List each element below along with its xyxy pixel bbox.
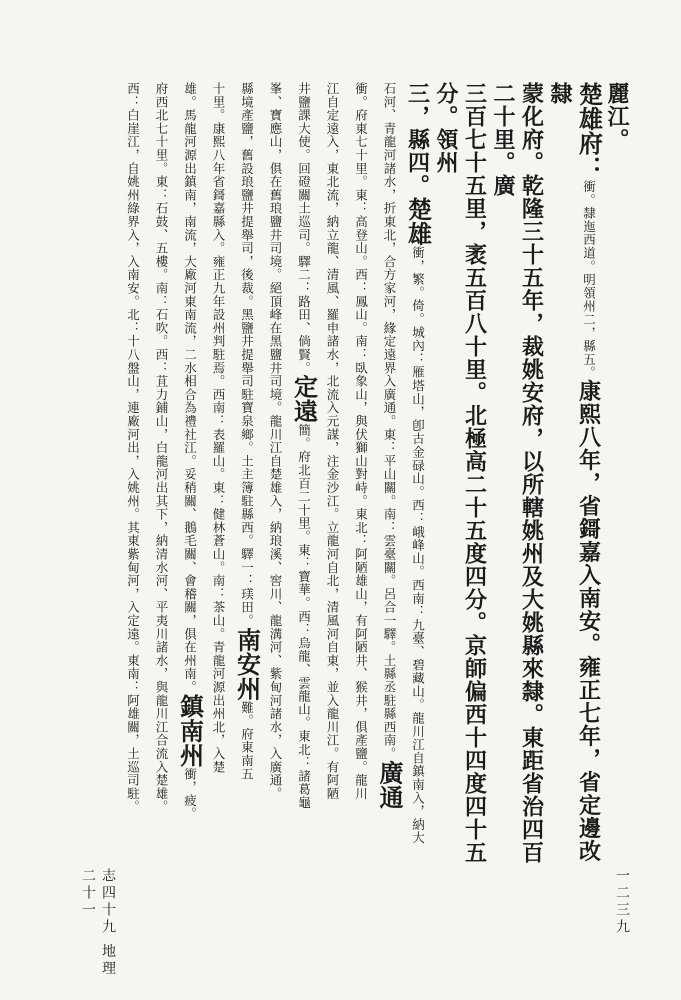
text-segment: 難。府東南五: [239, 700, 255, 781]
text-column: [432, 82, 489, 864]
text-column: [175, 82, 204, 864]
place-heading: 楚雄府：: [574, 82, 604, 180]
text-column: [204, 82, 233, 864]
text-segment: 衝。隸迤西道。明領州二，縣五。: [581, 180, 597, 380]
text-segment: 三，縣四。: [404, 82, 431, 197]
text-segment: 三百七十五里，袤五百八十里。北極高二十五度四分。京師偏西十四度四十五分。領州: [433, 82, 488, 864]
text-column: [346, 82, 375, 864]
text-segment: 西：白崖江，自姚州綠界入，入南安。北：十八盤山，連廠河出，入姚州。其東紫甸河，入定遠。東南：阿雄關，土巡司駐。: [125, 82, 141, 814]
text-segment: 麗江。: [604, 82, 630, 151]
text-segment: 府西北七十里。東：石鼓、五樓。南：石吹。西：苴力鋪山，白龍河出其下，納清水河、平夷川諸水，與龍川江合流入楚雄。: [154, 82, 169, 814]
text-segment: 雄。馬龍河源出鎮南，南流，大廠河東南流，二水相合為禮社江。妥稍關、鵝毛關、會稽關，俱在州南。: [182, 82, 198, 694]
text-column: [232, 82, 261, 864]
text-segment: 縣境產鹽，舊設琅鹽井提舉司，後裁。黑鹽井提舉司駐寶泉鄉。土主簿駐縣西。驛一：𤧞田。: [239, 82, 255, 628]
text-segment: 蒙化府。乾隆三十五年，裁姚安府，以所轄姚州及大姚縣來隸。東距省治四百二十里。廣: [490, 82, 545, 864]
place-heading: 楚雄: [403, 197, 433, 246]
text-segment: 衝，繁。倚。城內：雁塔山，卽古金碌山。西：峨峰山。西南：九臺、碧藏山。龍川江自鎮南入，納大: [410, 246, 426, 845]
text-segment: 簡。府北百二十里。東：寶華。西：烏龍、雲龍山。東北：諸葛龜: [296, 423, 312, 810]
text-segment: 十里。康熙八年省鎶嘉縣入。雍正九年設州判駐焉。西南：表羅山。東：健林蒼山。南：茶山。青龍河源出州北，入楚: [211, 82, 226, 774]
text-segment: 井鹽課大使。回磴關土巡司。驛二：路田、倘賢。: [296, 82, 312, 375]
text-column: [147, 82, 176, 864]
text-segment: 峯、寶應山，俱在舊琅鹽井司境。絕頂峰在黑鹽井司境。龍川江自楚雄入，納琅溪、窖川、龍溝河、紫甸河諸水，入廣通。: [268, 82, 283, 801]
chapter-label: 志四十九 地理二十一: [80, 868, 116, 978]
text-column: [318, 82, 347, 864]
page-number: 一二三九: [614, 868, 630, 936]
body-text: [93, 82, 631, 864]
text-segment: 康熙八年，省鎶嘉入南安。雍正七年，省定邊改隸: [547, 82, 602, 863]
text-column: [546, 82, 603, 864]
text-column: [289, 82, 318, 864]
place-heading: 廣通: [375, 760, 404, 810]
text-segment: 衝，疲。: [182, 767, 198, 821]
text-column: [603, 82, 632, 864]
text-segment: 衝。府東七十里。東：高登山。西：鳳山。南：臥象山，與伏獅山對峙。東北：阿陋雄山，有阿陋井、猴井，俱產鹽。龍川: [353, 82, 369, 801]
text-column: [261, 82, 290, 864]
place-heading: 定遠: [289, 374, 319, 424]
text-column: [489, 82, 546, 864]
page-footer: [0, 868, 681, 988]
text-column: [403, 82, 432, 864]
text-column: [118, 82, 147, 864]
text-segment: 江自定遠入，東北流，納立龍、清風、羅申諸水，北流入元謀，注金沙江。立龍河自北，清風河自東，並入龍川江。有阿陋: [325, 82, 340, 801]
text-segment: 石河、青龍河諸水，折東北，合方家河，緣定遠界入廣通。東：平山關。南：雲臺關。呂合一驛。土縣丞駐縣西南。: [382, 82, 397, 761]
place-heading: 鎮南州: [175, 693, 205, 768]
text-column: [375, 82, 404, 864]
place-heading: 南安州: [232, 627, 262, 701]
